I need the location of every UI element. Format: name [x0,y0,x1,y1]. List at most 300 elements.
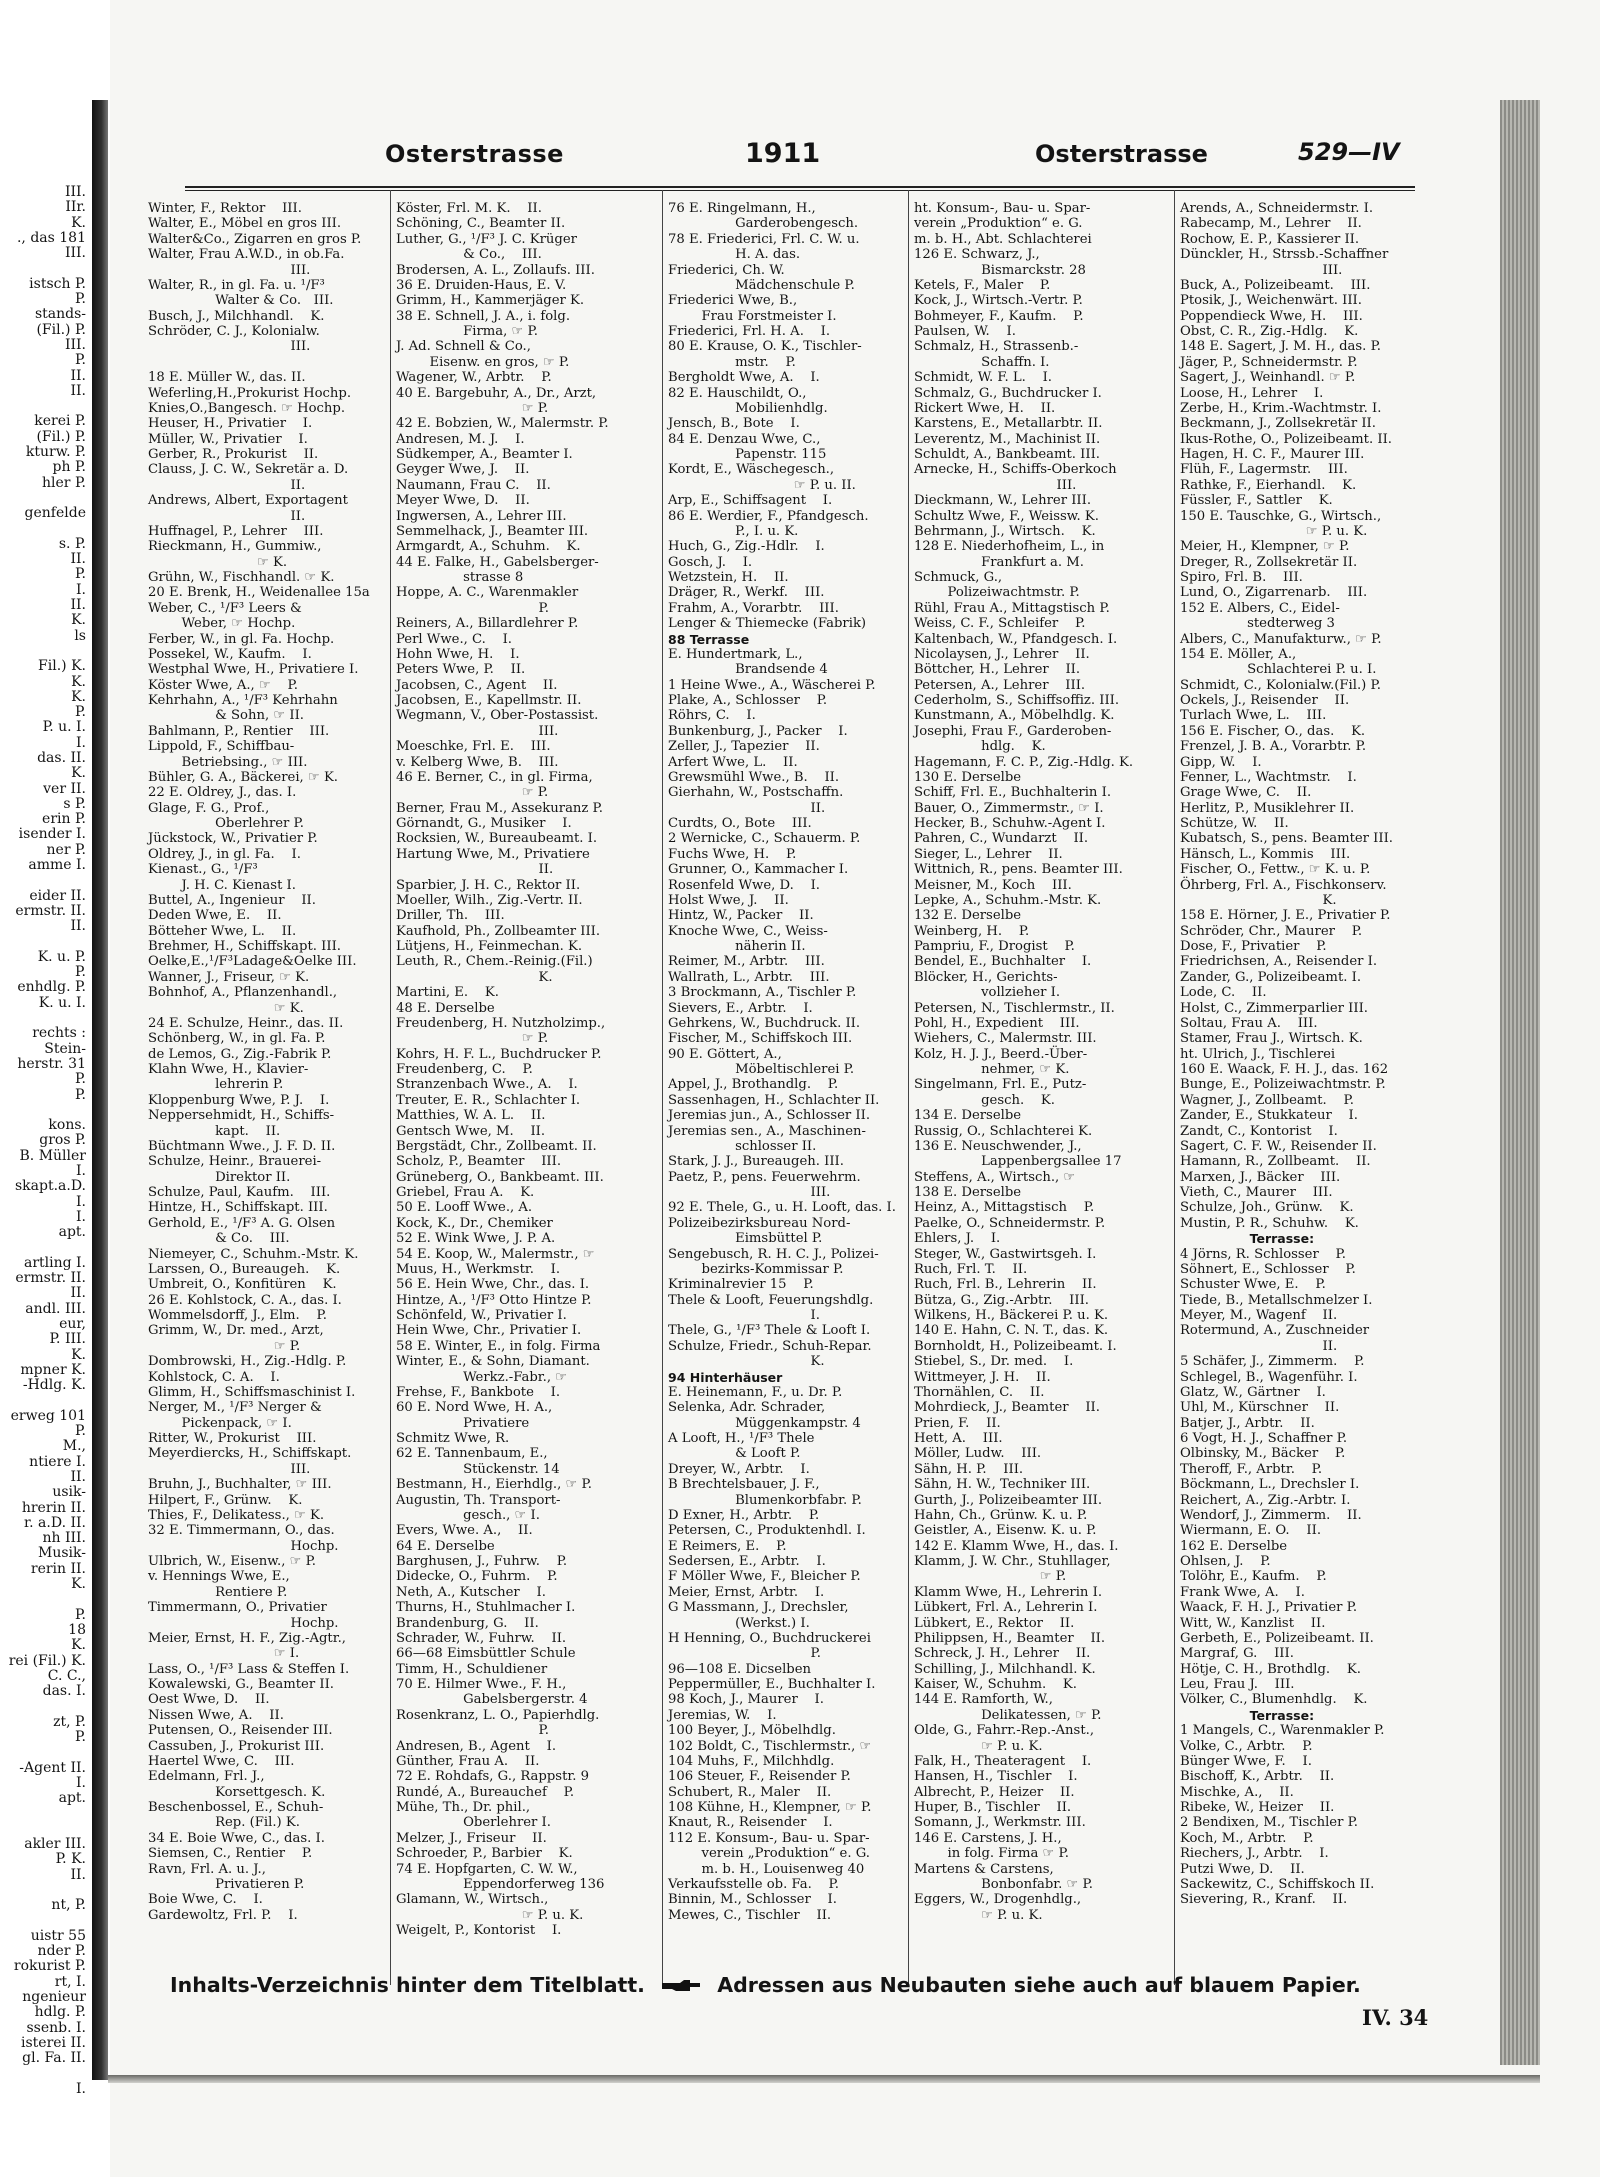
directory-entry: Büchtmann Wwe., J. F. D. II. [148,1138,336,1154]
prev-page-line: das. II. [37,749,86,766]
directory-entry: Böckmann, L., Drechsler I. [1180,1477,1360,1493]
directory-entry: näherin II. [668,939,806,954]
prev-page-line: P. [74,1606,86,1623]
prev-page-line: eider II. [29,887,86,904]
prev-page-line: nh III. [42,1530,86,1547]
prev-page-line: P. [74,704,86,721]
directory-entry: F Möller Wwe, F., Bleicher P. [668,1569,861,1585]
directory-entry: stedterweg 3 [1180,616,1335,632]
prev-page-line: kerei P. [34,413,86,430]
directory-entry: Mühe, Th., Dr. phil., [396,1800,531,1815]
directory-entry: P. [396,600,549,616]
directory-entry: 60 E. Nord Wwe, H. A., [396,1400,553,1416]
directory-entry: Jacobsen, E., Kapellmstr. II. [396,693,582,708]
prev-page-line: III. [64,245,86,262]
directory-entry: 92 E. Thele, G., u. H. Looft, das. I. [668,1200,896,1216]
prev-page-line: -Agent II. [19,1759,86,1776]
directory-entry: Timm, H., Schuldiener [396,1661,548,1677]
directory-entry: Mohrdieck, J., Beamter II. [914,1400,1100,1416]
prev-page-line [0,1914,90,1929]
prev-page-line: P. [74,1728,86,1745]
directory-entry: Wittmeyer, J. H. II. [914,1369,1051,1385]
directory-entry: Rühl, Frau A., Mittagstisch P. [914,600,1110,616]
directory-entry: ☞ P. [396,785,549,801]
prev-page-line: ph P. [52,459,86,476]
prev-page-line: nder P. [37,1943,86,1960]
directory-entry: Bahlmann, P., Rentier III. [148,723,330,739]
directory-entry: 20 E. Brenk, H., Weidenallee 15a [148,585,370,601]
prev-page-line: isterei II. [21,2034,86,2051]
directory-entry: Hagemann, F. C. P., Zig.-Hdlg. K. [914,754,1134,770]
directory-entry: Hötje, C. H., Brothdlg. K. [1180,1661,1361,1677]
directory-entry: Flüh, F., Lagermstr. III. [1180,462,1348,478]
directory-entry: Walter&Co., Zigarren en gros P. [148,231,362,247]
directory-entry: Hahn, Ch., Grünw. K. u. P. [914,1507,1088,1523]
directory-entry: Günther, Frau A. II. [396,1753,540,1769]
directory-entry: Röhrs, C. I. [668,708,756,724]
directory-entry: & Co. III. [148,1231,290,1247]
directory-entry: Kienast., G., ¹/F³ [148,862,258,878]
directory-entry: Zander, G., Polizeibeamt. I. [1180,969,1362,985]
directory-entry: Gerber, R., Prokurist II. [148,447,319,462]
directory-entry: Blumenkorbfabr. P. [668,1492,862,1508]
directory-entry: Dombrowski, H., Zig.-Hdlg. P. [148,1354,347,1370]
directory-entry: 18 E. Müller W., das. II. [148,370,306,386]
directory-entry: Rabecamp, M., Lehrer II. [1180,216,1362,232]
directory-entry: Beschenbossel, E., Schuh- [148,1800,324,1815]
directory-entry: Stamer, Frau J., Wirtsch. K. [1180,1031,1363,1047]
directory-entry: Muus, H., Werkmstr. I. [396,1261,561,1277]
directory-entry: Bendel, E., Buchhalter I. [914,954,1092,970]
prev-page-line: II. [70,1468,86,1485]
directory-entry: Holst Wwe, J. II. [668,892,789,908]
directory-entry: 24 E. Schulze, Heinr., das. II. [148,1015,344,1031]
prev-page-line [0,2067,90,2082]
directory-entry: Arp, E., Schiffsagent I. [668,493,833,509]
directory-entry: Beckmann, J., Zollsekretär II. [1180,416,1376,432]
directory-entry: Kaufhold, Ph., Zollbeamter III. [396,923,601,939]
directory-entry: Huffnagel, P., Lehrer III. [148,523,324,539]
directory-entry: 62 E. Tannenbaum, E., [396,1446,548,1462]
prev-page-line: (Fil.) P. [36,321,86,338]
directory-entry: Leverentz, M., Machinist II. [914,431,1101,447]
directory-entry: Bunkenburg, J., Packer I. [668,723,848,739]
directory-entry: Frehse, F., Bankbote I. [396,1384,561,1400]
directory-entry: Thornählen, C. II. [914,1384,1045,1400]
prev-page-line: K. [71,612,86,629]
directory-entry: Schulze, Friedr., Schuh-Repar. [668,1338,872,1354]
header-rule-thin [185,190,1415,191]
directory-entry: Weber, ☞ Hochp. [148,616,296,632]
prev-page-line: apt. [58,1224,86,1241]
directory-entry: Frank Wwe, A. I. [1180,1584,1305,1600]
directory-entry: Reiners, A., Billardlehrer P. [396,616,579,632]
directory-entry: Schaffn. I. [914,354,1050,370]
prev-page-line [0,644,90,659]
directory-entry: Griebel, Frau A. K. [396,1185,535,1200]
prev-page-line: gl. Fa. II. [22,2050,86,2067]
directory-entry: Jeremias sen., A., Maschinen- [668,1123,866,1139]
directory-entry: Ehlers, J. I. [914,1231,1001,1247]
directory-entry: Karstens, E., Metallarbtr. II. [914,416,1103,432]
prev-page-line: P. [74,1071,86,1088]
directory-entry: kapt. II. [148,1123,281,1139]
prev-page-line: K. u. I. [38,994,86,1011]
directory-entry: Uhl, M., Kürschner II. [1180,1400,1340,1416]
prev-page-line [0,1745,90,1760]
directory-entry: Schreck, J. H., Lehrer II. [914,1646,1091,1662]
directory-entry: Geistler, A., Eisenw. K. u. P. [914,1523,1097,1539]
directory-entry: Stark, J. J., Bureaugeh. III. [668,1154,844,1170]
directory-entry: ☞ P. [914,1569,1067,1585]
directory-entry: Nerger, M., ¹/F³ Nerger & [148,1400,322,1416]
directory-entry: Kock, K., Dr., Chemiker [396,1215,553,1231]
directory-entry: Hochp. [148,1615,339,1631]
directory-entry: Tolöhr, E., Kaufm. P. [1180,1569,1327,1585]
header-street-right: Osterstrasse [1035,140,1208,168]
directory-entry: Tiede, B., Metallschmelzer I. [1180,1292,1373,1308]
directory-column-1 [148,201,386,1986]
directory-entry: Lippold, F., Schiffbau- [148,739,295,755]
directory-entry: 108 Kühne, H., Klempner, ☞ P. [668,1800,872,1815]
directory-entry: Bühler, G. A., Bäckerei, ☞ K. [148,769,338,785]
directory-entry: Siemsen, C., Rentier P. [148,1846,313,1862]
prev-page-line: II. [70,597,86,614]
directory-entry: 78 E. Friederici, Frl. C. W. u. [668,231,860,247]
directory-entry: Rosenfeld Wwe, D. I. [668,877,820,893]
prev-page-line: ermstr. II. [15,902,86,919]
directory-entry: Peppermüller, E., Buchhalter I. [668,1677,876,1692]
directory-entry: Friederici, Frl. H. A. I. [668,324,831,339]
directory-entry: (Werkst.) I. [668,1615,810,1631]
directory-entry: 1 Mangels, C., Warenmakler P. [1180,1723,1385,1739]
prev-page-line: s. P. [58,535,86,552]
directory-entry: Verkaufsstelle ob. Fa. P. [668,1876,839,1892]
directory-entry: K. [668,1354,825,1370]
directory-entry: Wiermann, E. O. II. [1180,1523,1322,1539]
directory-entry: Ferber, W., in gl. Fa. Hochp. [148,631,335,647]
prev-page-line: nt, P. [51,1897,86,1914]
directory-entry: Köster Wwe, A., ☞ P. [148,677,298,693]
directory-entry: Walter, Frau A.W.D., in ob.Fa. [148,247,345,263]
directory-entry: Schuster Wwe, E. P. [1180,1277,1326,1293]
prev-page-line: (Fil.) P. [36,428,86,445]
directory-entry: Bismarckstr. 28 [914,262,1086,278]
directory-entry: Walter, E., Möbel en gros III. [148,216,342,232]
directory-entry: Kehrhahn, A., ¹/F³ Kehrhahn [148,693,338,708]
directory-entry: Kaltenbach, W., Pfandgesch. I. [914,631,1118,647]
directory-entry: Spiro, Frl. B. III. [1180,570,1303,585]
directory-entry: ☞ K. [148,1000,304,1016]
prev-page-line: das. I. [42,1683,86,1700]
prev-page-line: rokurist P. [13,1958,86,1975]
directory-entry: Ribeke, W., Heizer II. [1180,1800,1335,1815]
directory-entry: Gipp, W. I. [1180,754,1262,770]
prev-page-line: stands- [34,306,86,323]
directory-entry: Privatieren P. [148,1876,305,1892]
directory-entry: 58 E. Winter, E., in folg. Firma [396,1338,601,1354]
directory-entry: Grüneberg, O., Bankbeamt. III. [396,1169,604,1185]
directory-entry: Hintze, H., Schiffskapt. III. [148,1200,328,1216]
directory-entry: Böttcher, H., Lehrer II. [914,662,1081,678]
prev-page-line: ntiere I. [29,1453,86,1470]
directory-entry: Direktor II. [148,1169,291,1185]
directory-entry: Dieckmann, W., Lehrer III. [914,493,1092,509]
prev-page-line [0,873,90,888]
directory-column-4 [914,201,1170,1986]
directory-entry: Martini, E. K. [396,985,499,1001]
directory-entry: Herlitz, P., Musiklehrer II. [1180,800,1355,816]
directory-entry: 1 Heine Wwe., A., Wäscherei P. [668,677,876,693]
directory-entry: Müggenkampstr. 4 [668,1415,861,1431]
directory-entry: Huch, G., Zig.-Hdlr. I. [668,539,825,555]
directory-entry: III. [914,477,1077,493]
directory-entry: II. [396,862,554,878]
directory-entry: Witt, W., Kanzlist II. [1180,1615,1326,1631]
prev-page-line: P. [74,291,86,308]
directory-entry: gesch., ☞ I. [396,1507,540,1523]
page-bottom-edge [108,2075,1540,2083]
directory-entry: Steger, W., Gastwirtsgeh. I. [914,1246,1097,1262]
directory-entry: Eisenw. en gros, ☞ P. [396,354,570,370]
prev-page-line: usik- [52,1484,86,1501]
directory-entry: Meier, Ernst, Arbtr. I. [668,1584,825,1600]
directory-entry: Binnin, M., Schlosser I. [668,1892,837,1908]
directory-entry: Grühn, W., Fischhandl. ☞ K. [148,570,335,585]
directory-entry: verein „Produktion“ e. G. [914,216,1083,232]
prev-page-line: M., [62,1438,86,1455]
directory-entry: Paelke, O., Schneidermstr. P. [914,1215,1106,1231]
directory-entry: Hamann, R., Zollbeamt. II. [1180,1154,1371,1170]
directory-entry: & Sohn, ☞ II. [148,708,304,724]
prev-page-line [0,491,90,506]
directory-entry: Hansen, H., Tischler I. [914,1769,1078,1785]
directory-entry: Brehmer, H., Schiffskapt. III. [148,939,341,954]
directory-entry: Wiehers, C., Malermstr. III. [914,1031,1097,1047]
directory-entry: K. [1180,892,1337,908]
directory-entry: Treuter, E. R., Schlachter I. [396,1092,581,1108]
directory-entry: Hartung Wwe, M., Privatiere [396,846,590,862]
directory-entry: Olbinsky, M., Bäcker P. [1180,1446,1346,1462]
directory-entry: Petersen, N., Tischlermstr., II. [914,1000,1115,1016]
directory-entry: Barghusen, J., Fuhrw. P. [396,1554,568,1569]
directory-entry: 112 E. Konsum-, Bau- u. Spar- [668,1830,870,1846]
directory-entry: ☞ P. [148,1338,301,1354]
directory-entry: 146 E. Carstens, J. H., [914,1830,1062,1846]
directory-entry: Wendorf, J., Zimmerm. II. [1180,1507,1362,1523]
directory-entry: Hett, A. III. [914,1431,1003,1446]
directory-entry: Lappenbergsallee 17 [914,1154,1122,1170]
directory-entry: Schulze, Paul, Kaufm. III. [148,1185,331,1200]
prev-page-line: erin P. [42,811,86,828]
directory-entry: Zerbe, H., Krim.-Wachtmstr. I. [1180,400,1382,416]
directory-entry: Heinz, A., Mittagstisch P. [914,1200,1095,1216]
directory-entry: Knies,O.,Bangesch. ☞ Hochp. [148,400,346,416]
directory-entry: Rep. (Fil.) K. [148,1815,300,1831]
directory-entry: Mädchenschule P. [668,277,855,293]
directory-entry: Wanner, J., Friseur, ☞ K. [148,969,310,985]
directory-entry: Didecke, O., Fuhrm. P. [396,1569,558,1585]
directory-entry: 96—108 E. Dicselben [668,1661,812,1677]
directory-entry: Wegmann, V., Ober-Postassist. [396,708,599,724]
directory-entry: Dose, F., Privatier P. [1180,939,1327,954]
directory-entry: Weinberg, H. P. [914,923,1030,939]
prev-page-line: hler P. [42,474,86,491]
directory-entry: Wommelsdorff, J., Elm. P. [148,1308,327,1323]
column-divider [1174,190,1175,1985]
directory-entry: 138 E. Derselbe [914,1185,1022,1200]
directory-entry: Knaut, R., Reisender I. [668,1815,833,1831]
directory-entry: Zeller, J., Tapezier II. [668,739,820,755]
directory-entry: P., I. u. K. [668,523,799,539]
prev-page-line [0,522,90,537]
directory-entry: D Exner, H., Arbtr. P. [668,1507,820,1523]
directory-entry: Hintz, W., Packer II. [668,908,814,924]
prev-page-line: III. [64,184,86,200]
directory-entry: Hein Wwe, Chr., Privatier I. [396,1323,582,1339]
directory-entry: Rotermund, A., Zuschneider [1180,1323,1370,1339]
directory-entry: Privatiere [396,1415,530,1431]
directory-entry: 38 E. Schnell, J. A., i. folg. [396,308,571,324]
directory-entry: Dräger, R., Werkf. III. [668,585,825,601]
directory-entry: 32 E. Timmermann, O., das. [148,1523,335,1539]
directory-entry: Wagener, W., Arbtr. P. [396,370,552,386]
directory-entry: Mischke, A., II. [1180,1784,1294,1800]
directory-entry: Josephi, Frau F., Garderoben- [914,723,1112,739]
prev-page-line: I. [76,1208,86,1225]
directory-entry: Freudenberg, C. P. [396,1062,533,1077]
prev-page-line: K. [71,1576,86,1593]
directory-entry: 144 E. Ramforth, W., [914,1692,1053,1708]
directory-entry: Rocksien, W., Bureaubeamt. I. [396,831,598,847]
prev-page-line: P. [74,1423,86,1440]
directory-entry: Weferling,H.,Prokurist Hochp. [148,385,352,401]
directory-entry: Marxen, J., Bäcker III. [1180,1169,1341,1185]
prev-page-line: skapt.a.D. [14,1178,86,1195]
directory-entry: Mobilienhdlg. [668,400,828,416]
directory-entry: Ikus-Rothe, O., Polizeibeamt. II. [1180,431,1392,447]
directory-entry: Bötteher Wwe, L. II. [148,923,297,939]
directory-entry: Grimm, W., Dr. med., Arzt, [148,1323,324,1339]
directory-entry: Paetz, P., pens. Feuerwehrm. [668,1169,861,1185]
directory-entry: & Co., III. [396,247,542,263]
directory-entry: Huper, B., Tischler II. [914,1800,1072,1815]
directory-entry: Obst, C. R., Zig.-Hdlg. K. [1180,324,1359,339]
directory-entry: Ptosik, J., Weichenwärt. III. [1180,293,1362,309]
footer-page-code: IV. 34 [1362,2005,1429,2030]
directory-entry: Buck, A., Polizeibeamt. III. [1180,277,1371,293]
prev-page-line [0,1806,90,1821]
directory-entry: Schmalz, H., Strassenb.- [914,339,1079,355]
prev-page-line: II. [70,918,86,935]
directory-entry: Schmidt, W. F. L. I. [914,370,1052,386]
directory-entry: Meyer, M., Wagenf II. [1180,1308,1338,1323]
directory-entry: Brandenburg, G. II. [396,1615,539,1631]
prev-page-line: Stein- [44,1040,86,1057]
directory-entry: Jacobsen, C., Agent II. [396,677,558,693]
directory-entry: Stückenstr. 14 [396,1461,560,1477]
directory-entry: 158 E. Hörner, J. E., Privatier P. [1180,908,1391,924]
directory-entry: 26 E. Kohlstock, C. A., das. I. [148,1292,342,1308]
directory-entry: Niemeyer, C., Schuhm.-Mstr. K. [148,1246,359,1262]
prev-page-line: B. Müller [19,1147,86,1164]
directory-entry: 40 E. Bargebuhr, A., Dr., Arzt, [396,385,597,401]
directory-entry: Bohmeyer, F., Kaufm. P. [914,308,1084,324]
directory-entry: Poppendieck Wwe, H. III. [1180,308,1363,324]
directory-entry: 100 Beyer, J., Möbelhdlg. [668,1723,836,1739]
directory-entry [148,355,386,370]
directory-entry: lehrerin P. [148,1077,284,1093]
directory-entry: mstr. P. [668,354,796,370]
directory-entry: Holst, C., Zimmerparlier III. [1180,1000,1368,1016]
prev-page-line: K. [71,1346,86,1363]
directory-entry: Schubert, R., Maler II. [668,1784,832,1800]
prev-page-line: II. [70,1866,86,1883]
directory-entry: 5 Schäfer, J., Zimmerm. P. [1180,1354,1365,1370]
directory-entry: Kriminalrevier 15 P. [668,1277,814,1293]
directory-entry: Bergholdt Wwe, A. I. [668,370,820,386]
directory-entry: Klamm, J. W. Chr., Stuhllager, [914,1554,1111,1569]
directory-entry: Larssen, O., Bureaugeh. K. [148,1261,341,1277]
directory-entry: G Massmann, J., Drechsler, [668,1600,849,1616]
directory-entry: Mewes, C., Tischler II. [668,1907,832,1923]
directory-entry: Oest Wwe, D. II. [148,1692,270,1708]
directory-entry: Ketels, F., Maler P. [914,277,1051,293]
directory-entry: Schuldt, A., Bankbeamt. III. [914,447,1101,462]
directory-entry: 44 E. Falke, H., Gabelsberger- [396,554,599,570]
directory-entry: Zander, E., Stukkateur I. [1180,1108,1358,1124]
prev-page-line: K. [71,688,86,705]
prev-page-line: III. [64,336,86,353]
prev-page-line: rechts : [32,1025,86,1042]
directory-entry: 74 E. Hopfgarten, C. W. W., [396,1861,578,1877]
directory-entry: III. [148,262,311,278]
directory-entry: Schmidt, C., Kolonialw.(Fil.) P. [1180,677,1381,693]
directory-entry: Frahm, A., Vorarbtr. III. [668,600,839,616]
directory-entry: vollzieher I. [914,985,1061,1001]
directory-entry: ☞ K. [148,554,288,570]
directory-entry: 128 E. Niederhofheim, L., in [914,539,1105,555]
directory-entry: P. [396,1723,549,1739]
directory-entry: III. [396,723,559,739]
directory-entry: Rosenkranz, L. O., Papierhdlg. [396,1707,600,1723]
directory-entry: Putensen, O., Reisender III. [148,1723,333,1739]
directory-entry: Wagner, J., Zollbeamt. P. [1180,1092,1354,1108]
prev-page-line: hrerin II. [21,1499,86,1516]
directory-entry: Friederici, Ch. W. [668,262,785,278]
directory-entry: Driller, Th. III. [396,908,505,924]
directory-entry: E Reimers, E. P. [668,1538,787,1554]
directory-entry: Weiss, C. F., Schleifer P. [914,616,1086,632]
prev-page-line: herstr. 31 [17,1055,86,1072]
prev-page-line: I. [76,1774,86,1791]
directory-entry: Frankfurt a. M. [914,554,1084,570]
directory-entry: Freudenberg, H. Nutzholzimp., [396,1015,606,1031]
directory-entry: Söhnert, E., Schlosser P. [1180,1261,1356,1277]
directory-entry: Clauss, J. C. W., Sekretär a. D. [148,462,349,478]
directory-entry: Kubatsch, S., pens. Beamter III. [1180,831,1394,847]
directory-entry: Kolz, H. J. J., Beerd.-Über- [914,1046,1088,1062]
directory-entry: Völker, C., Blumenhdlg. K. [1180,1692,1368,1708]
directory-entry: Schulze, Joh., Grünw. K. [1180,1200,1354,1216]
prev-page-line: genfelde [24,505,86,522]
directory-entry: Glage, F. G., Prof., [148,800,270,816]
prev-page-line: gros P. [39,1132,86,1149]
directory-entry: Naumann, Frau C. II. [396,477,551,493]
directory-entry: Lenger & Thiemecke (Fabrik) [668,616,867,632]
directory-entry: 52 E. Wink Wwe, J. P. A. [396,1231,556,1247]
directory-entry: Eimsbüttel P. [668,1231,823,1247]
